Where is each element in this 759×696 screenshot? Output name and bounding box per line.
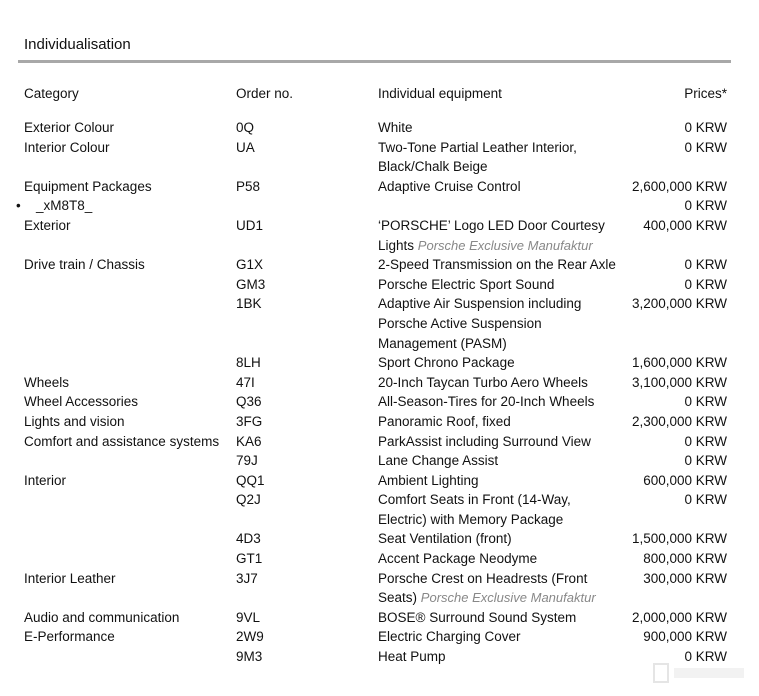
equipment-text: Porsche Electric Sport Sound: [378, 276, 555, 292]
row-category: Interior Leather: [24, 570, 116, 586]
row-order-no: P58: [236, 178, 261, 194]
row-order-no: GT1: [236, 551, 263, 567]
equipment-text: Panoramic Roof, fixed: [378, 413, 511, 429]
row-price: 2,600,000 KRW: [631, 178, 727, 194]
row-order-no: 3FG: [236, 413, 263, 429]
row-order-no: 9VL: [236, 609, 261, 625]
row-order-no: 4D3: [236, 531, 261, 547]
row-equipment: [378, 353, 623, 373]
row-equipment: [378, 177, 623, 197]
row-order-no: KA6: [236, 433, 262, 449]
table-row: [0, 490, 759, 529]
row-price: 0 KRW: [684, 433, 727, 449]
table-row: [0, 392, 759, 412]
header-equipment: Individual equipment: [378, 86, 502, 101]
row-equipment: [378, 647, 623, 667]
table-row: [0, 412, 759, 432]
row-equipment: [378, 529, 623, 549]
row-category: Interior: [24, 472, 67, 488]
row-category: Interior Colour: [24, 139, 110, 155]
table-row: [0, 294, 759, 353]
row-order-no: 47I: [236, 374, 255, 390]
header-category: Category: [24, 86, 79, 101]
row-equipment: [378, 138, 623, 177]
title-divider: [18, 60, 731, 63]
row-order-no: UD1: [236, 217, 264, 233]
table-row: [0, 608, 759, 628]
exclusive-manufaktur-tag: Porsche Exclusive Manufaktur: [417, 237, 593, 253]
exclusive-manufaktur-tag: Porsche Exclusive Manufaktur: [420, 590, 596, 606]
equipment-text: Ambient Lighting: [378, 472, 479, 488]
row-price: 900,000 KRW: [643, 629, 727, 645]
equipment-text: Accent Package Neodyme: [378, 551, 538, 567]
equipment-text: Adaptive Cruise Control: [378, 178, 521, 194]
row-category: Exterior Colour: [24, 120, 115, 135]
row-equipment: [378, 294, 623, 353]
header-prices: Prices*: [684, 86, 727, 101]
row-price: 2,300,000 KRW: [631, 413, 727, 429]
table-row: [0, 177, 759, 197]
equipment-text: Adaptive Air Suspension including Porsche Active Suspension Management (PASM): [378, 296, 582, 351]
row-order-no: 79J: [236, 453, 258, 469]
row-price: 0 KRW: [684, 120, 727, 135]
row-category: Comfort and assistance systems: [24, 433, 220, 449]
row-equipment: [378, 412, 623, 432]
equipment-text: All-Season-Tires for 20-Inch Wheels: [378, 394, 595, 410]
row-category: Exterior: [24, 217, 71, 233]
equipment-text: Lane Change Assist: [378, 453, 499, 469]
row-price: 1,500,000 KRW: [631, 531, 727, 547]
table-row: [0, 451, 759, 471]
row-price: 2,000,000 KRW: [631, 609, 727, 625]
row-price: 0 KRW: [684, 453, 727, 469]
row-equipment: [378, 216, 623, 255]
row-equipment: [378, 608, 623, 628]
table-row: [0, 529, 759, 549]
row-equipment: [378, 255, 623, 275]
row-equipment: [378, 549, 623, 569]
table-row: [0, 569, 759, 608]
row-equipment: [378, 490, 623, 529]
row-price: 800,000 KRW: [643, 551, 727, 567]
row-order-no: QQ1: [236, 472, 265, 488]
row-equipment: [378, 118, 623, 138]
equipment-text: Heat Pump: [378, 649, 446, 665]
watermark-logo: [652, 658, 747, 688]
header-order: Order no.: [236, 86, 294, 101]
equipment-text: 20-Inch Taycan Turbo Aero Wheels: [378, 374, 588, 390]
row-order-no: 8LH: [236, 355, 261, 371]
table-row: [0, 373, 759, 393]
section-title: Individualisation: [24, 36, 131, 53]
table-row: [0, 138, 759, 177]
row-order-no: UA: [236, 139, 255, 155]
row-price: 400,000 KRW: [643, 217, 727, 233]
row-order-no: 3J7: [236, 570, 258, 586]
table-row: [0, 432, 759, 452]
equipment-text: 2-Speed Transmission on the Rear Axle: [378, 257, 616, 273]
row-order-no: Q36: [236, 394, 262, 410]
equipment-text: White: [378, 120, 413, 135]
equipment-text: Seat Ventilation (front): [378, 531, 512, 547]
row-order-no: 2W9: [236, 629, 264, 645]
equipment-table: [0, 118, 759, 667]
row-category: Drive train / Chassis: [24, 257, 145, 273]
row-equipment: [378, 471, 623, 491]
equipment-text: Sport Chrono Package: [378, 355, 515, 371]
table-row: [0, 275, 759, 295]
table-row: [0, 627, 759, 647]
row-equipment: [378, 392, 623, 412]
table-row: [0, 216, 759, 255]
row-price: 0 KRW: [684, 492, 727, 508]
table-row: [0, 196, 759, 216]
row-price: 0 KRW: [684, 139, 727, 155]
row-category: Audio and communication: [24, 609, 180, 625]
equipment-text: BOSE® Surround Sound System: [378, 609, 577, 625]
row-equipment: [378, 275, 623, 295]
row-price: 0 KRW: [684, 198, 727, 214]
table-row: [0, 549, 759, 569]
equipment-text: Comfort Seats in Front (14-Way, Electric) with Memory Package: [378, 492, 571, 527]
row-order-no: 0Q: [236, 120, 255, 135]
row-price: 0 KRW: [684, 276, 727, 292]
row-order-no: 1BK: [236, 296, 262, 312]
row-price: 0 KRW: [684, 257, 727, 273]
bullet-icon: •: [16, 198, 21, 214]
equipment-text: Electric Charging Cover: [378, 629, 521, 645]
row-category: E-Performance: [24, 629, 115, 645]
table-row: [0, 353, 759, 373]
equipment-text: _xM8T8_: [36, 198, 93, 214]
row-category: Equipment Packages: [24, 178, 152, 194]
equipment-text: Porsche Crest on Headrests (Front Seats): [378, 570, 588, 606]
row-order-no: G1X: [236, 257, 264, 273]
row-category: Wheel Accessories: [24, 394, 139, 410]
row-order-no: 9M3: [236, 649, 263, 665]
row-price: 0 KRW: [684, 394, 727, 410]
row-equipment: [16, 196, 261, 216]
row-price: 300,000 KRW: [643, 570, 727, 586]
row-price: 600,000 KRW: [643, 472, 727, 488]
row-category: Lights and vision: [24, 413, 125, 429]
row-equipment: [378, 627, 623, 647]
row-order-no: Q2J: [236, 492, 261, 508]
row-equipment: [378, 569, 623, 608]
table-row: [0, 118, 759, 138]
table-row: [0, 255, 759, 275]
equipment-text: ‘PORSCHE’ Logo LED Door Courtesy Lights: [378, 217, 605, 253]
equipment-text: ParkAssist including Surround View: [378, 433, 591, 449]
row-order-no: GM3: [236, 276, 266, 292]
table-row: [0, 471, 759, 491]
row-price: 0 KRW: [684, 649, 727, 665]
row-price: 1,600,000 KRW: [631, 355, 727, 371]
row-equipment: [378, 432, 623, 452]
row-equipment: [378, 373, 623, 393]
table-row: [0, 647, 759, 667]
equipment-text: Two-Tone Partial Leather Interior, Black/Chalk Beige: [378, 139, 577, 175]
row-price: 3,200,000 KRW: [631, 296, 727, 312]
row-price: 3,100,000 KRW: [631, 374, 727, 390]
row-category: Wheels: [24, 374, 70, 390]
row-equipment: [378, 451, 623, 471]
